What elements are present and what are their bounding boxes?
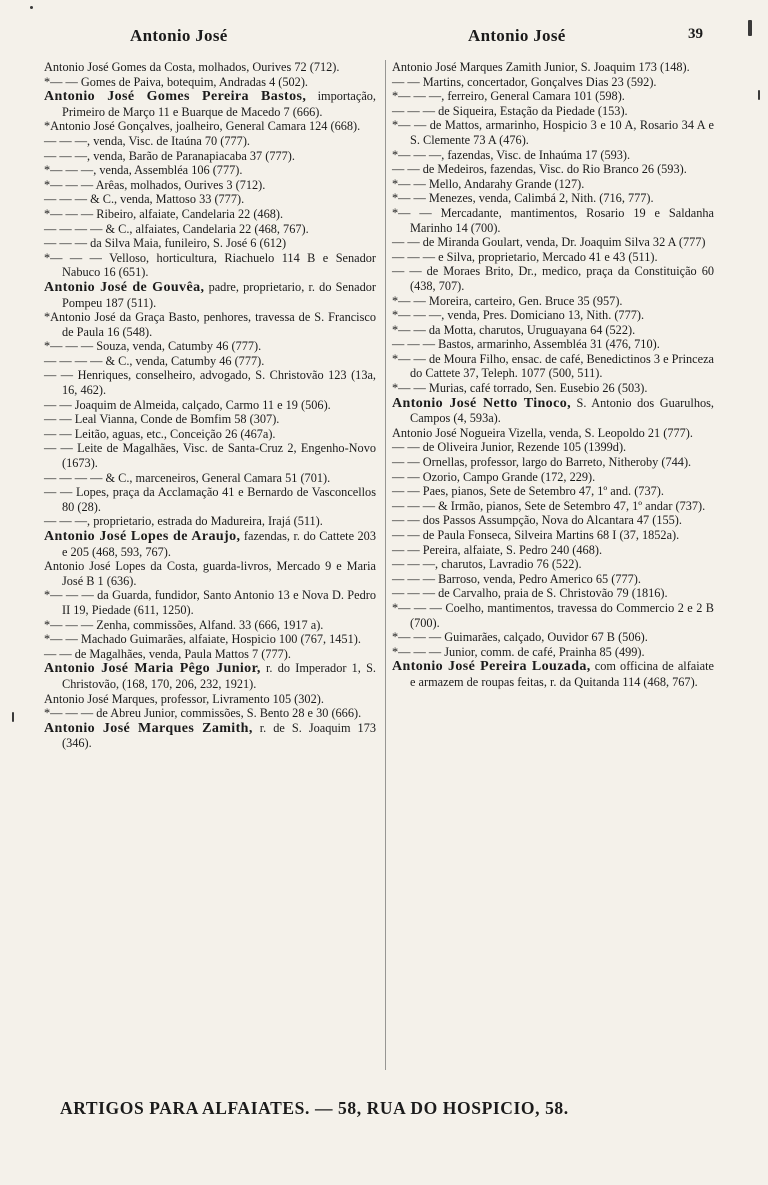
entry-text: *— — — Junior, comm. de café, Prainha 85 (499). [392, 644, 645, 659]
entry-text: — — —, venda, Visc. de Itaúna 70 (777). [44, 133, 250, 148]
entry-text: *— — Menezes, venda, Calimbá 2, Nith. (716, 777). [392, 191, 654, 206]
directory-entry [44, 236, 376, 251]
entry-text: importação, Primeiro de Março 11 e Buarque de Macedo 7 (666). [62, 89, 377, 119]
entry-text: — — Ozorio, Campo Grande (172, 229). [392, 469, 596, 484]
entry-text: *— — — Souza, venda, Catumby 46 (777). [44, 339, 262, 354]
directory-entry [392, 191, 714, 206]
entry-text: Antonio José Marques Zamith Junior, S. Joaquim 173 (148). [392, 60, 690, 74]
entry-name-bold: Antonio José Lopes de Araujo, [44, 529, 241, 544]
directory-entry [44, 119, 376, 134]
directory-entry [44, 632, 376, 647]
directory-entry [44, 692, 376, 707]
entry-text: *— — — Velloso, horticultura, Riachuelo 114 B e Senador Nabuco 16 (651). [44, 250, 376, 280]
directory-entry [392, 513, 714, 528]
directory-entry [392, 352, 714, 381]
entry-text: — — dos Passos Assumpção, Nova do Alcantara 47 (155). [392, 513, 682, 528]
scan-speck [30, 6, 33, 9]
directory-entry [392, 528, 714, 543]
entry-text: — — de Magalhães, venda, Paula Mattos 7 (777). [44, 646, 291, 661]
entry-text: fazendas, r. do Cattete 203 e 205 (468, 593, 767). [62, 529, 376, 559]
entry-text: — — Paes, pianos, Sete de Setembro 47, 1º and. (737). [392, 484, 664, 499]
entry-text: *— — da Motta, charutos, Uruguayana 64 (522). [392, 322, 636, 337]
directory-entry [44, 721, 376, 751]
directory-entry [392, 294, 714, 309]
right-column [392, 60, 714, 690]
directory-entry [392, 206, 714, 235]
entry-text: *— — Machado Guimarães, alfaiate, Hospicio 100 (767, 1451). [44, 632, 361, 647]
entry-text: r. de S. Joaquim 173 (346). [62, 720, 377, 751]
entry-text: *— — — de Abreu Junior, commissões, S. Bento 28 e 30 (666). [44, 706, 362, 721]
directory-entry [392, 470, 714, 485]
directory-entry [44, 471, 376, 486]
entry-text: *— — —, venda, Pres. Domiciano 13, Nith. (777). [392, 308, 645, 323]
entry-text: r. do Imperador 1, S. Christovão, (168, 170, 206, 232, 1921). [62, 661, 376, 691]
entry-text: *— — — da Guarda, fundidor, Santo Antonio 13 e Nova D. Pedro II 19, Piedade (611, 1250). [44, 588, 376, 617]
directory-entry [44, 192, 376, 207]
entry-text: Antonio José Gomes da Costa, molhados, Ourives 72 (712). [44, 60, 340, 74]
entry-text: — — — Bastos, armarinho, Assembléa 31 (476, 710). [392, 337, 660, 352]
directory-entry [392, 337, 714, 352]
directory-entry [392, 235, 714, 250]
entry-text: — — Leal Vianna, Conde de Bomfim 58 (307). [44, 412, 280, 427]
entry-text: — — Pereira, alfaiate, S. Pedro 240 (468). [392, 542, 603, 557]
directory-entry [392, 630, 714, 645]
entry-name-bold: Antonio José Marques Zamith, [44, 720, 253, 736]
directory-entry [44, 618, 376, 633]
directory-entry [392, 308, 714, 323]
entry-name-bold: Antonio José Netto Tinoco, [392, 395, 571, 411]
page-number: 39 [688, 26, 703, 42]
entry-text: padre, proprietario, r. do Senador Pompeu 187 (511). [62, 279, 376, 310]
entry-text: *— — Mercadante, mantimentos, Rosario 19 e Saldanha Marinho 14 (700). [392, 205, 714, 235]
entry-text: — — Joaquim de Almeida, calçado, Carmo 11 e 19 (506). [44, 397, 331, 412]
entry-text: — — — da Silva Maia, funileiro, S. José 6 (612) [44, 236, 287, 251]
left-column [44, 60, 376, 751]
directory-entry [392, 264, 714, 293]
entry-text: *— — — Guimarães, calçado, Ouvidor 67 B (506). [392, 630, 648, 645]
entry-text: Antonio José Lopes da Costa, guarda-livros, Mercado 9 e Maria José B 1 (636). [44, 559, 376, 588]
directory-entry [392, 323, 714, 338]
directory-entry [44, 339, 376, 354]
entry-text: *— — Moreira, carteiro, Gen. Bruce 35 (957). [392, 293, 623, 308]
directory-entry [392, 89, 714, 104]
entry-text: *Antonio José Gonçalves, joalheiro, General Camara 124 (668). [44, 119, 361, 134]
directory-entry [44, 559, 376, 588]
directory-entry [392, 645, 714, 660]
entry-name-bold: Antonio José de Gouvêa, [44, 279, 205, 295]
directory-entry [44, 149, 376, 164]
directory-entry [392, 162, 714, 177]
directory-entry [44, 134, 376, 149]
directory-entry [44, 647, 376, 662]
directory-entry [392, 659, 714, 689]
entry-text: *— — — Arêas, molhados, Ourives 3 (712). [44, 177, 266, 192]
running-header-left: Antonio José [130, 26, 228, 45]
directory-entry [44, 514, 376, 529]
entry-text: — — de Miranda Goulart, venda, Dr. Joaquim Silva 32 A (777) [392, 235, 706, 250]
directory-entry [392, 440, 714, 455]
directory-entry [44, 251, 376, 280]
directory-entry [392, 381, 714, 396]
directory-entry [392, 499, 714, 514]
entry-name-bold: Antonio José Maria Pêgo Junior, [44, 661, 261, 677]
directory-entry [392, 484, 714, 499]
entry-text: — — — & Irmão, pianos, Sete de Setembro 47, 1º andar (737). [392, 498, 706, 513]
entry-text: — — — e Silva, proprietario, Mercado 41 e 43 (511). [392, 249, 658, 264]
directory-entry [44, 89, 376, 119]
directory-entry [392, 177, 714, 192]
directory-entry [44, 368, 376, 397]
entry-text: *— — —, ferreiro, General Camara 101 (598). [392, 89, 625, 104]
directory-entry [392, 543, 714, 558]
directory-entry [44, 529, 376, 559]
entry-text: *Antonio José da Graça Basto, penhores, travessa de S. Francisco de Paula 16 (548). [44, 310, 376, 339]
directory-entry [392, 572, 714, 587]
directory-entry [44, 354, 376, 369]
entry-text: — — Lopes, praça da Acclamação 41 e Bernardo de Vasconcellos 80 (28). [44, 485, 376, 514]
directory-entry [392, 250, 714, 265]
entry-text: S. Antonio dos Guarulhos, Campos (4, 593a). [410, 395, 714, 426]
entry-text: — — — de Carvalho, praia de S. Christovão 79 (1816). [392, 586, 668, 601]
directory-entry [44, 178, 376, 193]
directory-entry [392, 148, 714, 163]
entry-text: *— — de Mattos, armarinho, Hospicio 3 e 10 A, Rosario 34 A e S. Clemente 73 A (476). [392, 118, 714, 147]
entry-text: *— — — Ribeiro, alfaiate, Candelaria 22 (468). [44, 206, 284, 221]
entry-text: *— — — Zenha, commissões, Alfand. 33 (666, 1917 a). [44, 617, 324, 632]
entry-text: com officina de alfaiate e armazem de roupas feitas, r. da Quitanda 114 (468, 767). [410, 659, 715, 689]
scan-speck [758, 90, 760, 100]
scan-speck [12, 712, 14, 722]
directory-entry [44, 412, 376, 427]
entry-text: *— — Gomes de Paiva, botequim, Andradas 4 (502). [44, 74, 308, 89]
entry-text: — — — & C., venda, Mattoso 33 (777). [44, 192, 245, 207]
directory-entry [44, 441, 376, 470]
directory-entry [44, 60, 376, 75]
entry-text: *— — Murias, café torrado, Sen. Eusebio 26 (503). [392, 381, 648, 396]
directory-entry [44, 222, 376, 237]
directory-entry [392, 75, 714, 90]
running-header-right: Antonio José [468, 26, 566, 45]
directory-entry [44, 163, 376, 178]
entry-text: — — — — & C., alfaiates, Candelaria 22 (468, 767). [44, 221, 309, 236]
entry-text: — — Martins, concertador, Gonçalves Dias 23 (592). [392, 74, 657, 89]
directory-entry [44, 661, 376, 691]
directory-entry [44, 207, 376, 222]
directory-entry [392, 601, 714, 630]
directory-entry [44, 485, 376, 514]
entry-text: — — de Oliveira Junior, Rezende 105 (1399d). [392, 440, 627, 455]
entry-text: — — de Moraes Brito, Dr., medico, praça da Constituição 60 (438, 707). [392, 264, 714, 293]
directory-entry [392, 118, 714, 147]
entry-text: — — — Barroso, venda, Pedro Americo 65 (777). [392, 571, 641, 586]
directory-entry [44, 310, 376, 339]
scan-speck [748, 20, 752, 36]
entry-text: — — —, venda, Barão de Paranapiacaba 37 (777). [44, 148, 295, 163]
directory-entry [44, 706, 376, 721]
directory-entry [392, 426, 714, 441]
directory-entry [44, 398, 376, 413]
entry-text: — — Ornellas, professor, largo do Barreto, Nitheroby (744). [392, 455, 692, 470]
entry-text: — — Leite de Magalhães, Visc. de Santa-Cruz 2, Engenho-Novo (1673). [44, 441, 376, 471]
footer-advert: ARTIGOS PARA ALFAIATES. — 58, RUA DO HOSPICIO, 58. [60, 1098, 569, 1118]
entry-text: *— — Mello, Andarahy Grande (127). [392, 176, 585, 191]
entry-text: — — Leitão, aguas, etc., Conceição 26 (467a). [44, 426, 276, 441]
column-divider [385, 60, 386, 1070]
directory-entry [44, 427, 376, 442]
entry-text: Antonio José Nogueira Vizella, venda, S. Leopoldo 21 (777). [392, 425, 693, 440]
directory-entry [392, 396, 714, 426]
directory-entry [44, 75, 376, 90]
entry-text: *— — —, fazendas, Visc. de Inhaúma 17 (593). [392, 147, 631, 162]
entry-text: — — de Paula Fonseca, Silveira Martins 68 I (37, 1852a). [392, 528, 680, 542]
entry-text: — — de Medeiros, fazendas, Visc. do Rio Branco 26 (593). [392, 162, 687, 177]
entry-text: — — —, proprietario, estrada do Madureira, Irajá (511). [44, 514, 323, 529]
directory-entry [392, 455, 714, 470]
directory-entry [392, 60, 714, 75]
directory-entry [392, 557, 714, 572]
entry-text: *— — de Moura Filho, ensac. de café, Benedictinos 3 e Princeza do Cattete 37, Teleph. 1077 (500, 511). [392, 351, 714, 381]
entry-text: — — —, charutos, Lavradio 76 (522). [392, 557, 582, 572]
entry-text: — — — de Siqueira, Estação da Piedade (153). [392, 103, 628, 118]
entry-name-bold: Antonio José Gomes Pereira Bastos, [44, 89, 307, 105]
entry-text: Antonio José Marques, professor, Livramento 105 (302). [44, 691, 324, 706]
entry-text: *— — —, venda, Assembléa 106 (777). [44, 163, 243, 178]
directory-entry [392, 586, 714, 601]
entry-text: — — — — & C., marceneiros, General Camara 51 (701). [44, 470, 331, 485]
entry-text: — — Henriques, conselheiro, advogado, S. Christovão 123 (13a, 16, 462). [44, 368, 376, 398]
directory-entry [44, 280, 376, 310]
directory-entry [44, 588, 376, 617]
entry-text: *— — — Coelho, mantimentos, travessa do Commercio 2 e 2 B (700). [392, 600, 714, 630]
directory-entry [392, 104, 714, 119]
entry-text: — — — — & C., venda, Catumby 46 (777). [44, 353, 265, 368]
entry-name-bold: Antonio José Pereira Louzada, [392, 659, 591, 675]
